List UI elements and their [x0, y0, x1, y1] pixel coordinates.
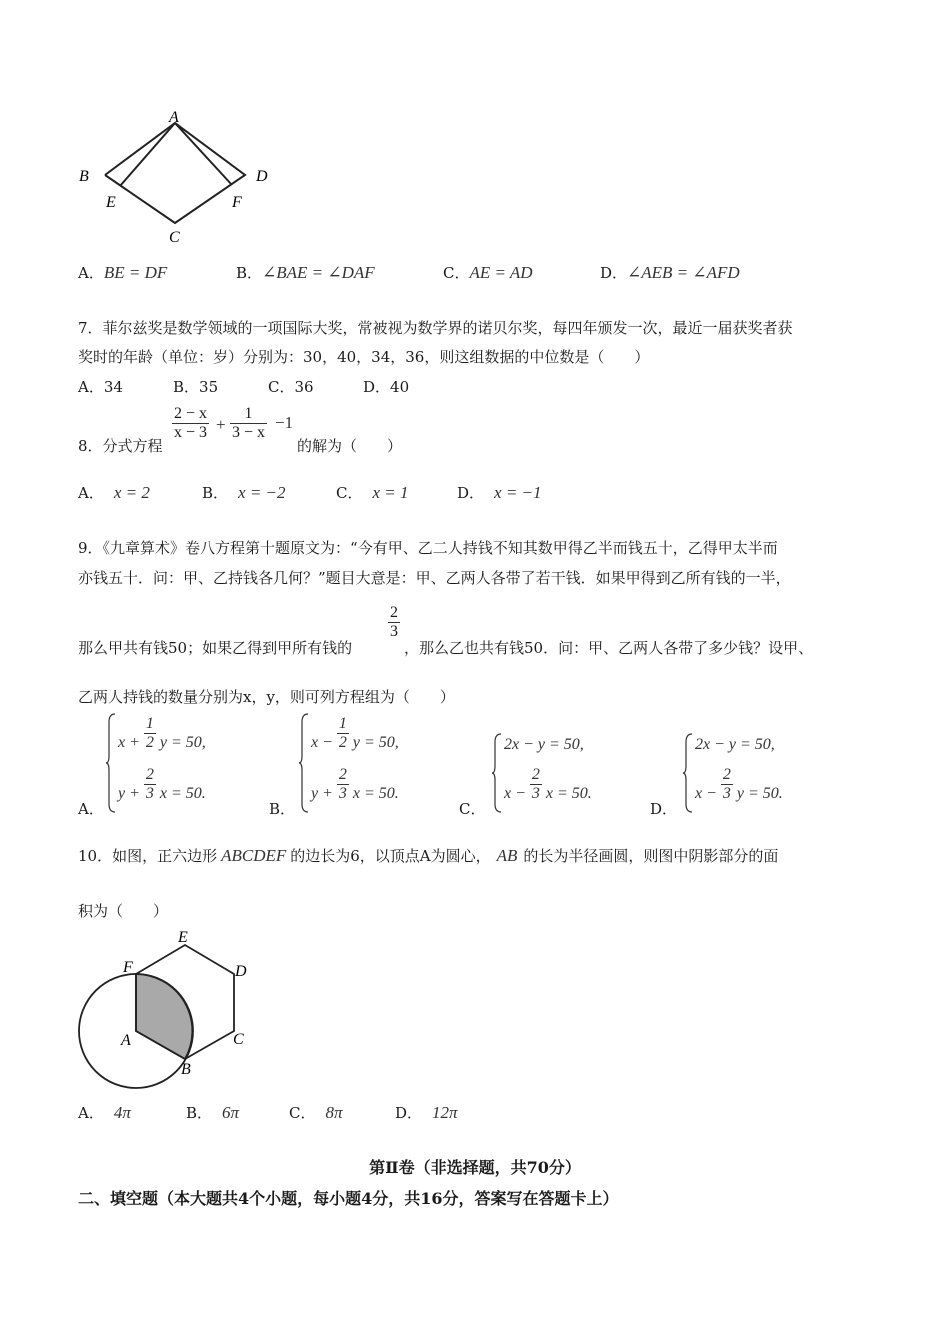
eq-term: x = 50.: [159, 785, 206, 803]
option-letter: A．: [78, 1104, 104, 1122]
option-expr: x = −2: [238, 483, 286, 502]
q9-option-b[interactable]: [269, 712, 439, 822]
equation-1: [311, 715, 399, 752]
section-title: 第Ⅱ卷（非选择题，共70分）: [369, 1158, 581, 1177]
q9-line3: [78, 604, 898, 657]
q8-option-c[interactable]: [336, 482, 409, 503]
option-letter: D．: [457, 484, 485, 502]
q9-line1: 9．《九章算术》卷八方程第十题原文为：“今有甲、乙二人持钱不知其数甲得乙半而钱五十，乙得甲太半而: [78, 539, 778, 557]
rhombus-figure: [70, 105, 290, 245]
eq-term: x +: [118, 734, 140, 752]
fraction-denominator: 3: [145, 785, 154, 802]
fraction-denominator: 3: [390, 623, 398, 640]
fraction-denominator: 3: [338, 785, 347, 802]
equation-2: [118, 766, 206, 803]
fraction-numerator: 2: [145, 766, 154, 783]
option-letter: D．: [395, 1104, 423, 1122]
hex-label-D: D: [235, 963, 247, 980]
q9-line3-b: ，那么乙也共有钱50．问：甲、乙两人各带了多少钱？设甲、: [404, 639, 814, 657]
q8-suffix: 的解为（ ）: [297, 437, 403, 455]
option-letter: C．: [443, 264, 470, 282]
q9-line3-a: 那么甲共有钱50；如果乙得到甲所有钱的: [78, 639, 353, 657]
label-C: C: [169, 229, 180, 245]
q8-prefix: 8．分式方程: [78, 437, 163, 455]
q10-option-b[interactable]: [186, 1102, 239, 1123]
q10-segment: AB: [496, 846, 518, 865]
option-letter: B．: [236, 264, 263, 282]
q6-option-a[interactable]: [78, 262, 167, 283]
option-letter: C．: [289, 1104, 316, 1122]
q10-part3: 的长为半径画圆，则图中阴影部分的面: [523, 847, 779, 865]
equation-2: [504, 766, 592, 803]
q9-option-c[interactable]: [459, 732, 629, 822]
q10-line2: 积为（ ）: [78, 902, 169, 920]
brace-icon: [492, 732, 502, 814]
q8-fraction-2: [230, 405, 267, 442]
eq-fraction: [337, 715, 349, 752]
fraction-denominator: 2: [338, 734, 347, 751]
label-B: B: [79, 168, 89, 185]
hexagon-circle-figure: [75, 925, 275, 1095]
option-letter: D．: [650, 800, 678, 818]
hex-label-E: E: [178, 929, 188, 946]
option-letter: B．: [269, 800, 296, 818]
fraction-denominator: x − 3: [174, 424, 208, 441]
option-letter: B．: [202, 484, 229, 502]
q10-part2: 的边长为6，以顶点A为圆心，: [290, 847, 491, 865]
option-expr: BE = DF: [103, 263, 168, 282]
fraction-numerator: 1: [145, 715, 154, 732]
q7-option-d[interactable]: D．40: [363, 378, 410, 396]
q10-line1: [78, 845, 778, 866]
q7-line2: 奖时的年龄（单位：岁）分别为：30，40，34，36，则这组数据的中位数是（ ）: [78, 348, 650, 366]
eq-term: y +: [311, 785, 333, 803]
fraction-numerator: 2 − x: [174, 405, 208, 422]
option-expr: ∠BAE = ∠DAF: [262, 263, 375, 282]
option-letter: A．: [78, 264, 104, 282]
eq-term: y = 50,: [159, 734, 206, 752]
eq-fraction: [721, 766, 733, 803]
option-expr: AE = AD: [469, 263, 533, 282]
fraction-numerator: 2: [531, 766, 540, 783]
option-expr: x = 1: [372, 483, 409, 502]
brace-icon: [683, 732, 693, 814]
fraction-numerator: 2: [338, 766, 347, 783]
section-heading: 二、填空题（本大题共4个小题，每小题4分，共16分，答案写在答题卡上）: [78, 1189, 619, 1208]
brace-icon: [106, 712, 116, 814]
option-expr: x = −1: [494, 483, 542, 502]
outer-quad: [105, 123, 245, 223]
fraction-numerator: 2: [722, 766, 731, 783]
fraction-numerator: 2: [390, 604, 398, 621]
q8-option-a[interactable]: [78, 482, 150, 503]
q6-option-b[interactable]: [236, 262, 375, 283]
option-letter: C．: [336, 484, 363, 502]
label-F: F: [232, 194, 242, 211]
q10-hexagon-name: ABCDEF: [221, 846, 287, 865]
q8-fraction-1: [172, 405, 209, 442]
eq-fraction: [337, 766, 349, 803]
fraction-denominator: 3: [722, 785, 731, 802]
hex-label-C: C: [233, 1031, 244, 1048]
q10-option-c[interactable]: [289, 1102, 343, 1123]
q7-option-b[interactable]: B．35: [173, 378, 219, 396]
option-expr: ∠AEB = ∠AFD: [627, 263, 740, 282]
fraction-numerator: 1: [338, 715, 347, 732]
eq-term: 2x − y = 50,: [504, 736, 584, 753]
option-letter: B．: [186, 1104, 213, 1122]
label-E: E: [106, 194, 116, 211]
eq-term: 2x − y = 50,: [695, 736, 775, 753]
equation-1: [504, 736, 584, 754]
segment-AE: [120, 123, 175, 186]
q10-option-d[interactable]: [395, 1102, 458, 1123]
q9-line2: 亦钱五十．问：甲、乙持钱各几何？”题目大意是：甲、乙两人各带了若干钱．如果甲得到乙所有钱的一半，: [78, 569, 791, 587]
q9-fraction: [388, 604, 400, 641]
q7-line1: 7．菲尔兹奖是数学领域的一项国际大奖，常被视为数学界的诺贝尔奖，每四年颁发一次，最近一届获奖者获: [78, 319, 793, 337]
option-expr: 4π: [113, 1103, 131, 1122]
eq-fraction: [530, 766, 542, 803]
fraction-denominator: 3: [531, 785, 540, 802]
eq-fraction: [144, 715, 156, 752]
q7-option-c[interactable]: C．36: [268, 378, 314, 396]
option-letter: D．: [600, 264, 628, 282]
equation-1: [118, 715, 206, 752]
eq-term: x = 50.: [545, 785, 592, 803]
eq-term: x −: [311, 734, 333, 752]
eq-term: y +: [118, 785, 140, 803]
q8-minus-one: −1: [275, 413, 294, 432]
hex-label-F: F: [123, 959, 133, 976]
brace-icon: [299, 712, 309, 814]
q6-option-d[interactable]: [600, 262, 740, 283]
q8-plus: +: [216, 415, 226, 434]
label-A: A: [169, 109, 179, 126]
eq-fraction: [144, 766, 156, 803]
fraction-numerator: 1: [230, 405, 267, 424]
equation-2: [311, 766, 399, 803]
fraction-denominator: 3 − x: [232, 424, 266, 441]
equation-2: [695, 766, 783, 803]
q6-option-c[interactable]: [443, 262, 533, 283]
q7-option-a[interactable]: A．34: [78, 378, 123, 396]
eq-term: x −: [695, 785, 717, 803]
q8-option-b[interactable]: [202, 482, 286, 503]
fraction-denominator: 2: [145, 734, 154, 751]
q8-option-d[interactable]: [457, 482, 542, 503]
equation-1: [695, 736, 775, 754]
option-letter: A．: [78, 484, 104, 502]
option-expr: 6π: [222, 1103, 240, 1122]
q9-option-a[interactable]: [78, 712, 248, 822]
option-expr: x = 2: [113, 483, 150, 502]
eq-term: x = 50.: [352, 785, 399, 803]
q10-part1: 10．如图，正六边形: [78, 847, 218, 865]
option-expr: 8π: [325, 1103, 343, 1122]
eq-term: y = 50.: [736, 785, 783, 803]
option-letter: A．: [78, 800, 104, 818]
eq-term: x −: [504, 785, 526, 803]
label-D: D: [256, 168, 268, 185]
q9-line4: 乙两人持钱的数量分别为x，y，则可列方程组为（ ）: [78, 688, 455, 706]
segment-AF: [175, 123, 232, 185]
hex-label-B: B: [181, 1061, 191, 1078]
option-letter: C．: [459, 800, 486, 818]
option-expr: 12π: [432, 1103, 458, 1122]
eq-term: y = 50,: [352, 734, 399, 752]
q9-option-d[interactable]: [650, 732, 830, 822]
q10-option-a[interactable]: [78, 1102, 131, 1123]
hex-label-A: A: [121, 1032, 131, 1049]
